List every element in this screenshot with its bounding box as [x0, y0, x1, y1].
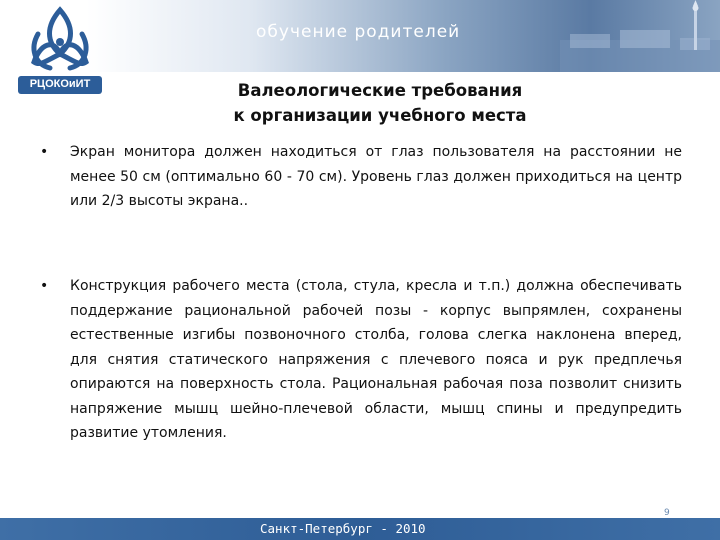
logo-label: РЦОКОиИТ	[29, 78, 91, 90]
header-title: обучение родителей	[256, 22, 461, 42]
page-number: 9	[664, 508, 670, 518]
bullet-item-1: Экран монитора должен находиться от глаз пользователя на расстоянии не менее 50 см (оптимально 60 - 70 см). Уровень глаз должен приходиться на центр или 2/3 высоты экрана..	[70, 144, 682, 209]
trefoil-knot-logo-icon	[10, 4, 110, 76]
heading-line-2: к организации учебного места	[233, 106, 527, 125]
footer-bar	[0, 518, 720, 540]
bullet-item-2: Конструкция рабочего места (стола, стула, кресла и т.п.) должна обеспечивать поддержание рациональной рабочей позы - корпус выпрямлен, сохранены естественные изгибы позвоночного столба, голова слегка наклонена вперед, для снятия статического напряжения с плечевого пояса и рук предплечья опираются на поверхность стола. Рациональная рабочая поза позволит снизить напряжение мышц шейно-плечевой области, мышц спины и предупредить развитие утомления.	[70, 278, 682, 441]
slide-heading	[180, 78, 580, 128]
organization-logo	[10, 4, 110, 100]
heading-line-1: Валеологические требования	[237, 81, 523, 100]
bullet-dot-icon: •	[40, 278, 49, 294]
bullet-dot-icon: •	[40, 144, 49, 160]
footer-location-year: Санкт-Петербург - 2010	[260, 521, 426, 536]
city-skyline-icon	[560, 0, 720, 72]
